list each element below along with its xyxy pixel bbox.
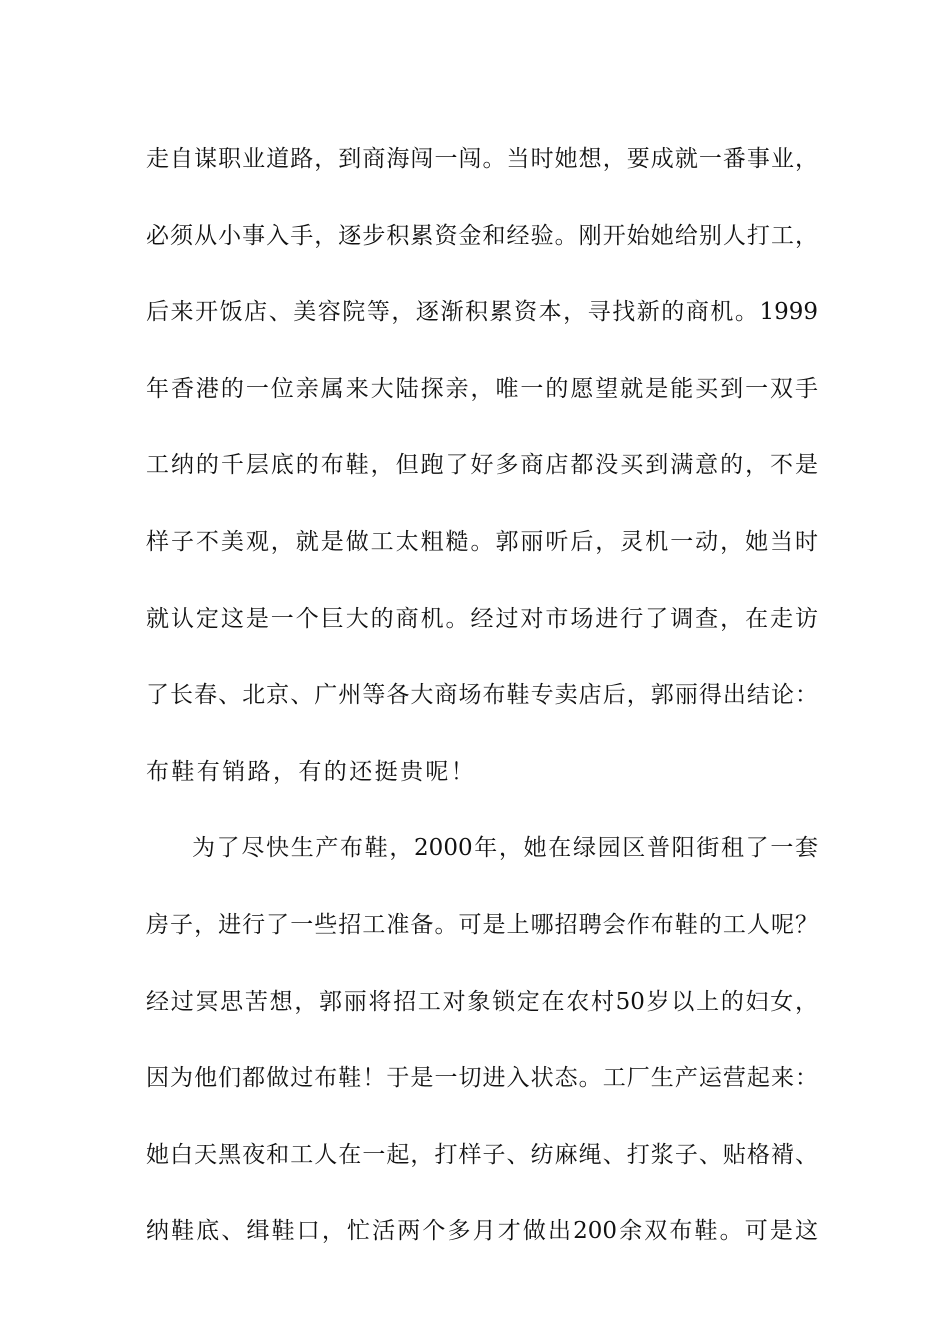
text-line-14: 她白天黑夜和工人在一起，打样子、纺麻绳、打浆子、贴格褙、 (146, 1141, 818, 1168)
text-line-13: 因为他们都做过布鞋！于是一切进入状态。工厂生产运营起来： (146, 1065, 818, 1092)
text-line-1: 走自谋职业道路，到商海闯一闯。当时她想，要成就一番事业， (146, 146, 818, 172)
text-line-4: 年香港的一位亲属来大陆探亲，唯一的愿望就是能买到一双手 (146, 375, 818, 402)
text-line-5: 工纳的千层底的布鞋，但跑了好多商店都没买到满意的，不是 (146, 452, 818, 479)
text-line-6: 样子不美观，就是做工太粗糙。郭丽听后，灵机一动，她当时 (146, 528, 818, 555)
text-line-9: 布鞋有销路，有的还挺贵呢！ (146, 758, 477, 785)
text-line-2: 必须从小事入手，逐步积累资金和经验。刚开始她给别人打工， (146, 222, 818, 249)
text-line-10: 为了尽快生产布鞋，2000年，她在绿园区普阳街租了一套 (192, 835, 818, 862)
text-line-12: 经过冥思苦想，郭丽将招工对象锁定在农村50岁以上的妇女， (146, 988, 818, 1015)
text-line-11: 房子，进行了一些招工准备。可是上哪招聘会作布鞋的工人呢？ (146, 911, 818, 938)
body-text (146, 132, 818, 1281)
text-line-8: 了长春、北京、广州等各大商场布鞋专卖店后，郭丽得出结论： (146, 682, 818, 709)
text-line-15: 纳鞋底、缉鞋口，忙活两个多月才做出200余双布鞋。可是这 (146, 1218, 818, 1245)
text-line-7: 就认定这是一个巨大的商机。经过对市场进行了调查，在走访 (146, 605, 818, 632)
text-line-3: 后来开饭店、美容院等，逐渐积累资本，寻找新的商机。1999 (146, 299, 818, 326)
